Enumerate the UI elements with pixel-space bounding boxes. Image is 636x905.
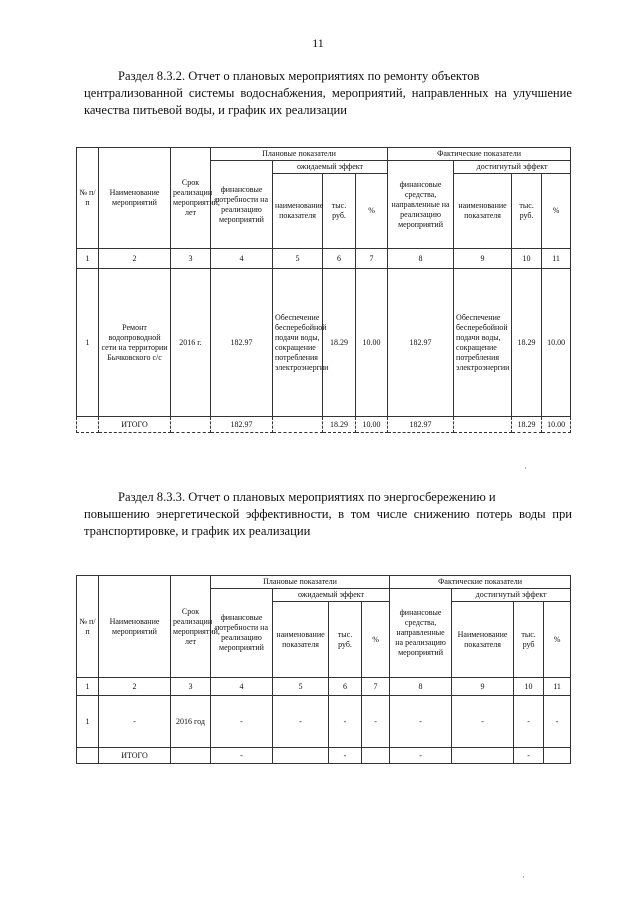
header-pct: % — [362, 602, 390, 678]
page-number: 11 — [312, 36, 324, 50]
col-number: 3 — [171, 249, 211, 269]
header-achieved-effect: достигнутый эффект — [454, 161, 571, 174]
col-number: 2 — [99, 249, 171, 269]
column-numbers-row — [77, 249, 571, 269]
header-pct: % — [356, 174, 388, 249]
header-indicator: наименование показателя — [273, 174, 323, 249]
total-pct2: 10.00 — [542, 417, 571, 433]
col-number: 7 — [362, 678, 390, 696]
report-table-8-3-2 — [76, 147, 571, 433]
total-row — [77, 417, 571, 433]
row-fin-need: - — [211, 696, 273, 748]
heading-first-line: Раздел 8.3.2. Отчет о плановых мероприятиях по ремонту объектов — [118, 69, 480, 83]
col-number: 6 — [323, 249, 356, 269]
section-heading-8-3-2 — [84, 68, 572, 119]
header-name: Наименование мероприятий — [99, 148, 171, 249]
col-number: 5 — [273, 249, 323, 269]
col-number: 7 — [356, 249, 388, 269]
col-number: 1 — [77, 678, 99, 696]
header-fin-need: финансовые потребности на реализацию мероприятий — [211, 161, 273, 249]
total-thous2: - — [514, 748, 544, 764]
total-label: ИТОГО — [99, 417, 171, 433]
header-thous: тыс. руб. — [329, 602, 362, 678]
total-fin-sent: - — [390, 748, 452, 764]
header-no: № п/п — [77, 148, 99, 249]
col-number: 11 — [544, 678, 571, 696]
header-achieved-effect: достигнутый эффект — [452, 589, 571, 602]
col-number: 4 — [211, 249, 273, 269]
row-pct2: - — [544, 696, 571, 748]
heading-rest: централизованной системы водоснабжения, мероприятий, направленных на улучшение качества питьевой воды, и график их реализации — [84, 86, 572, 117]
header-planned: Плановые показатели — [211, 148, 388, 161]
column-numbers-row — [77, 678, 571, 696]
table-row — [77, 269, 571, 417]
header-actual: Фактические показатели — [390, 576, 571, 589]
col-number: 8 — [390, 678, 452, 696]
header-planned: Плановые показатели — [211, 576, 390, 589]
row-pct: - — [362, 696, 390, 748]
row-indicator2: Обеспечение бесперебойной подачи воды, сокращение потребления электроэнергии — [454, 269, 512, 417]
heading-first-line: Раздел 8.3.3. Отчет о плановых мероприятиях по энергосбережению и — [118, 490, 496, 504]
header-indicator: наименование показателя — [273, 602, 329, 678]
col-number: 9 — [454, 249, 512, 269]
row-pct: 10.00 — [356, 269, 388, 417]
row-name: Ремонт водопроводной сети на территории Бычковского с/с — [99, 269, 171, 417]
header-indicator2: наименование показателя — [454, 174, 512, 249]
header-pct2: % — [544, 602, 571, 678]
header-term: Срок реализации мероприятий, лет — [171, 148, 211, 249]
total-fin-need: - — [211, 748, 273, 764]
col-number: 9 — [452, 678, 514, 696]
col-number: 2 — [99, 678, 171, 696]
col-number: 8 — [388, 249, 454, 269]
header-actual: Фактические показатели — [388, 148, 571, 161]
scan-speck: · — [524, 463, 527, 473]
total-row — [77, 748, 571, 764]
col-number: 6 — [329, 678, 362, 696]
header-fin-need: финансовые потребности на реализацию мероприятий — [211, 589, 273, 678]
table-row — [77, 696, 571, 748]
total-thous: - — [329, 748, 362, 764]
header-pct2: % — [542, 174, 571, 249]
total-fin-sent: 182.97 — [388, 417, 454, 433]
row-no: 1 — [77, 269, 99, 417]
total-label: ИТОГО — [99, 748, 171, 764]
header-fin-sent: финансовые средства, направленные на реализацию мероприятий — [388, 161, 454, 249]
col-number: 11 — [542, 249, 571, 269]
header-name: Наименование мероприятий — [99, 576, 171, 678]
header-term: Срок реализации мероприятий, лет — [171, 576, 211, 678]
col-number: 1 — [77, 249, 99, 269]
header-no: № п/ п — [77, 576, 99, 678]
col-number: 3 — [171, 678, 211, 696]
row-fin-sent: - — [390, 696, 452, 748]
row-indicator: Обеспечение бесперебойной подачи воды, сокращение потребления электроэнергии — [273, 269, 323, 417]
header-indicator2: Наименование показателя — [452, 602, 514, 678]
total-pct: 10.00 — [356, 417, 388, 433]
scan-speck: · — [522, 872, 525, 882]
row-thous: - — [329, 696, 362, 748]
row-name: - — [99, 696, 171, 748]
header-thous2: тыс. руб — [514, 602, 544, 678]
col-number: 4 — [211, 678, 273, 696]
col-number: 10 — [512, 249, 542, 269]
row-indicator: - — [273, 696, 329, 748]
row-thous: 18.29 — [323, 269, 356, 417]
header-fin-sent: финансовые средства, направленные на реализацию мероприятий — [390, 589, 452, 678]
row-thous2: - — [514, 696, 544, 748]
row-indicator2: - — [452, 696, 514, 748]
total-fin-need: 182.97 — [211, 417, 273, 433]
row-fin-need: 182.97 — [211, 269, 273, 417]
row-thous2: 18.29 — [512, 269, 542, 417]
row-no: 1 — [77, 696, 99, 748]
section-heading-8-3-3 — [84, 489, 572, 540]
row-pct2: 10.00 — [542, 269, 571, 417]
row-term: 2016 г. — [171, 269, 211, 417]
header-thous2: тыс. руб. — [512, 174, 542, 249]
heading-rest: повышению энергетической эффективности, в том числе снижению потерь воды при транспортировке, и график их реализации — [84, 507, 572, 538]
row-term: 2016 год — [171, 696, 211, 748]
total-thous: 18.29 — [323, 417, 356, 433]
total-thous2: 18.29 — [512, 417, 542, 433]
row-fin-sent: 182.97 — [388, 269, 454, 417]
report-table-8-3-3 — [76, 575, 571, 764]
header-expected-effect: ожидаемый эффект — [273, 161, 388, 174]
col-number: 10 — [514, 678, 544, 696]
header-thous: тыс. руб. — [323, 174, 356, 249]
col-number: 5 — [273, 678, 329, 696]
header-expected-effect: ожидаемый эффект — [273, 589, 390, 602]
